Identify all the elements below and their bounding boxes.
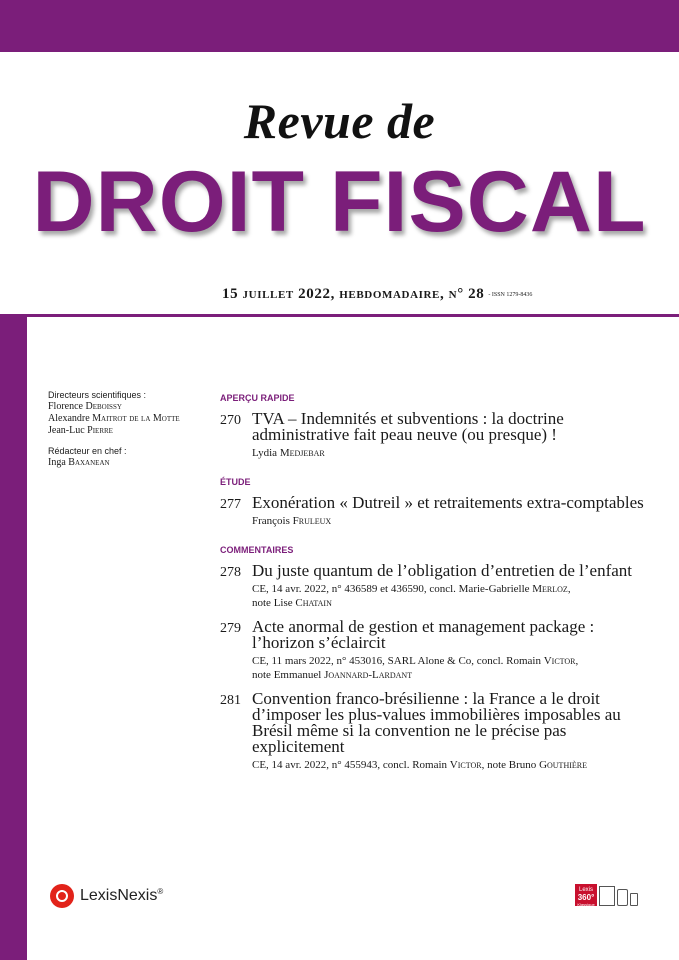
- entry-author: François Fruleux: [252, 515, 332, 527]
- publisher-logo: LexisNexis®: [50, 884, 163, 908]
- director-name: Florence Deboissy: [48, 401, 122, 412]
- entry-title: Convention franco-brésilienne : la France a le droit d’imposer les plus-values immobilières imposables au Brésil même si la convention ne le précise pas explicitement: [252, 689, 621, 756]
- issue-info: [222, 286, 532, 303]
- toc-entry[interactable]: [220, 563, 660, 610]
- issn: - ISSN 1279-8436: [488, 291, 533, 298]
- lexis360-badge: [575, 884, 638, 906]
- issue-date: 15 juillet 2022, hebdomadaire, n° 28: [222, 286, 485, 302]
- side-color-band: [0, 317, 27, 960]
- top-color-band: [0, 0, 679, 52]
- toc-entry[interactable]: [220, 691, 660, 772]
- entry-number: 279: [220, 621, 241, 636]
- lexis360-icon: Lexis 360° Klassique: [575, 884, 597, 906]
- entry-title: Acte anormal de gestion et management package : l’horizon s’éclaircit: [252, 617, 595, 652]
- director-name: Jean-Luc Pierre: [48, 425, 113, 436]
- director-name: Alexandre Maitrot de la Motte: [48, 413, 180, 424]
- title-line-2: DROIT FISCAL: [32, 154, 647, 250]
- entry-author: Lydia Medjebar: [252, 447, 325, 459]
- section-heading-etude: ÉTUDE: [220, 477, 251, 487]
- entry-number: 270: [220, 413, 241, 428]
- entry-title: Du juste quantum de l’obligation d’entretien de l’enfant: [252, 561, 633, 580]
- toc-entry[interactable]: [220, 411, 660, 460]
- staff-column: [48, 389, 218, 469]
- entry-reference: CE, 11 mars 2022, n° 453016, SARL Alone & Co, concl. Romain Victor, note Emmanuel Joannard-Lardant: [252, 655, 579, 681]
- editor-label: Rédacteur en chef :: [48, 446, 127, 456]
- editor-name: Inga Baxanean: [48, 457, 110, 468]
- lexisnexis-logo-icon: [50, 884, 74, 908]
- entry-title: Exonération « Dutreil » et retraitements extra-comptables: [252, 493, 644, 512]
- section-heading-apercu: APERÇU RAPIDE: [220, 393, 295, 403]
- entry-reference: CE, 14 avr. 2022, n° 455943, concl. Romain Victor, note Bruno Gouthière: [252, 759, 587, 771]
- entry-reference: CE, 14 avr. 2022, n° 436589 et 436590, concl. Marie-Gabrielle Merloz, note Lise Chatain: [252, 583, 571, 609]
- entry-number: 278: [220, 565, 241, 580]
- header-divider: [0, 314, 679, 317]
- desktop-icon: [599, 886, 615, 906]
- toc-entry[interactable]: [220, 495, 660, 528]
- toc-entry[interactable]: [220, 619, 660, 682]
- publisher-name: LexisNexis: [80, 887, 158, 904]
- section-heading-commentaires: COMMENTAIRES: [220, 545, 294, 555]
- entry-title: TVA – Indemnités et subventions : la doctrine administrative fait peau neuve (ou presque) !: [252, 409, 564, 444]
- entry-number: 281: [220, 693, 241, 708]
- table-of-contents: [220, 393, 660, 781]
- tablet-icon: [617, 889, 628, 906]
- entry-number: 277: [220, 497, 241, 512]
- title-line-1: Revue de: [243, 93, 436, 149]
- phone-icon: [630, 893, 638, 906]
- directors-label: Directeurs scientifiques :: [48, 390, 147, 400]
